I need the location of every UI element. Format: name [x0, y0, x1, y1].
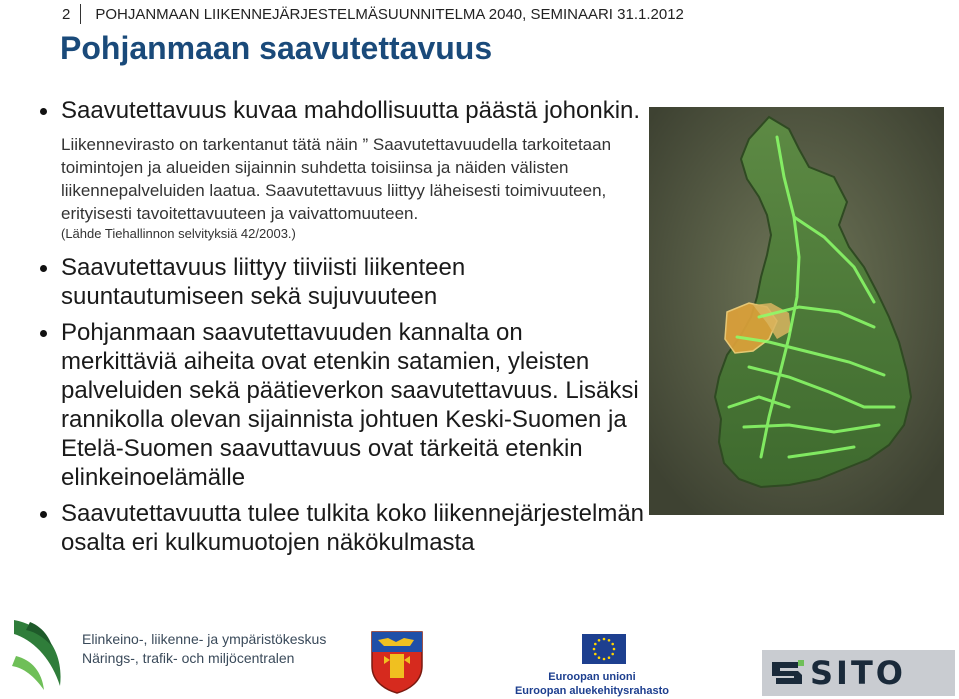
bullet-text: Saavutettavuutta tulee tulkita koko liikennejärjestelmän osalta eri kulkumuotojen näkökulmasta	[61, 500, 645, 556]
bullet-item	[30, 253, 645, 311]
sito-logo-icon	[768, 656, 806, 690]
bullet-item	[30, 96, 645, 125]
bullet-item	[30, 499, 645, 557]
finland-network-map	[649, 107, 944, 515]
page-number: 2	[62, 5, 71, 23]
pohjanmaa-coat-of-arms-icon	[370, 630, 424, 694]
sub-text: Liikennevirasto on tarkentanut tätä näin ” Saavutettavuudella tarkoitetaan toimintojen ja alueiden sijainnin suhdetta toisiinsa ja näiden välisten liikennepalveluiden laatua. Saavutettavuus liittyy läheisesti toimivuuteen, erityisesti tavoitettavuuteen ja vaivattomuuteen.	[61, 135, 612, 223]
ely-line-fi: Elinkeino-, liikenne- ja ympäristökeskus	[82, 631, 327, 647]
bullet-dot	[40, 330, 47, 337]
bullet-dot	[40, 511, 47, 518]
slide-body	[30, 96, 645, 557]
bullet-dot	[40, 265, 47, 272]
eu-flag-icon	[582, 634, 626, 664]
sub-paragraph	[30, 133, 645, 243]
bullet-text: Pohjanmaan saavutettavuuden kannalta on merkittäviä aiheita ovat etenkin satamien, yleisten palveluiden sekä päätieverkon saavutettavuus. Lisäksi rannikolla olevan sijainnista johtuen Keski-Suomen ja Etelä-Suomen saavuttavuus ovat tärkeitä etenkin elinkeinoelämälle	[61, 319, 639, 491]
ely-swoosh-icon	[6, 616, 70, 694]
bullet-text: Saavutettavuus liittyy tiiviisti liikenteen suuntautumiseen sekä sujuvuuteen	[61, 254, 466, 310]
eu-line-1: Euroopan unioni	[548, 671, 636, 683]
running-title: POHJANMAAN LIIKENNEJÄRJESTELMÄSUUNNITELMA 2040, SEMINAARI 31.1.2012	[95, 5, 684, 23]
finland-map-graphic	[649, 107, 944, 515]
bullet-item	[30, 318, 645, 492]
logo-footer	[0, 612, 959, 699]
bullet-text: Saavutettavuus kuvaa mahdollisuutta päästä johonkin.	[61, 97, 641, 124]
ely-logo-text	[82, 630, 326, 668]
slide-title: Pohjanmaan saavutettavuus	[60, 30, 493, 66]
sito-logo	[762, 650, 955, 696]
ely-line-sv: Närings-, trafik- och miljöcentralen	[82, 650, 295, 666]
source-note: (Lähde Tiehallinnon selvityksiä 42/2003.)	[61, 226, 296, 241]
sito-wordmark: SITO	[810, 654, 906, 692]
bullet-dot	[40, 108, 47, 115]
eu-logo-text	[502, 670, 682, 698]
header-divider	[80, 4, 81, 24]
eu-line-2: Euroopan aluekehitysrahasto	[514, 685, 670, 697]
running-header	[62, 2, 684, 26]
